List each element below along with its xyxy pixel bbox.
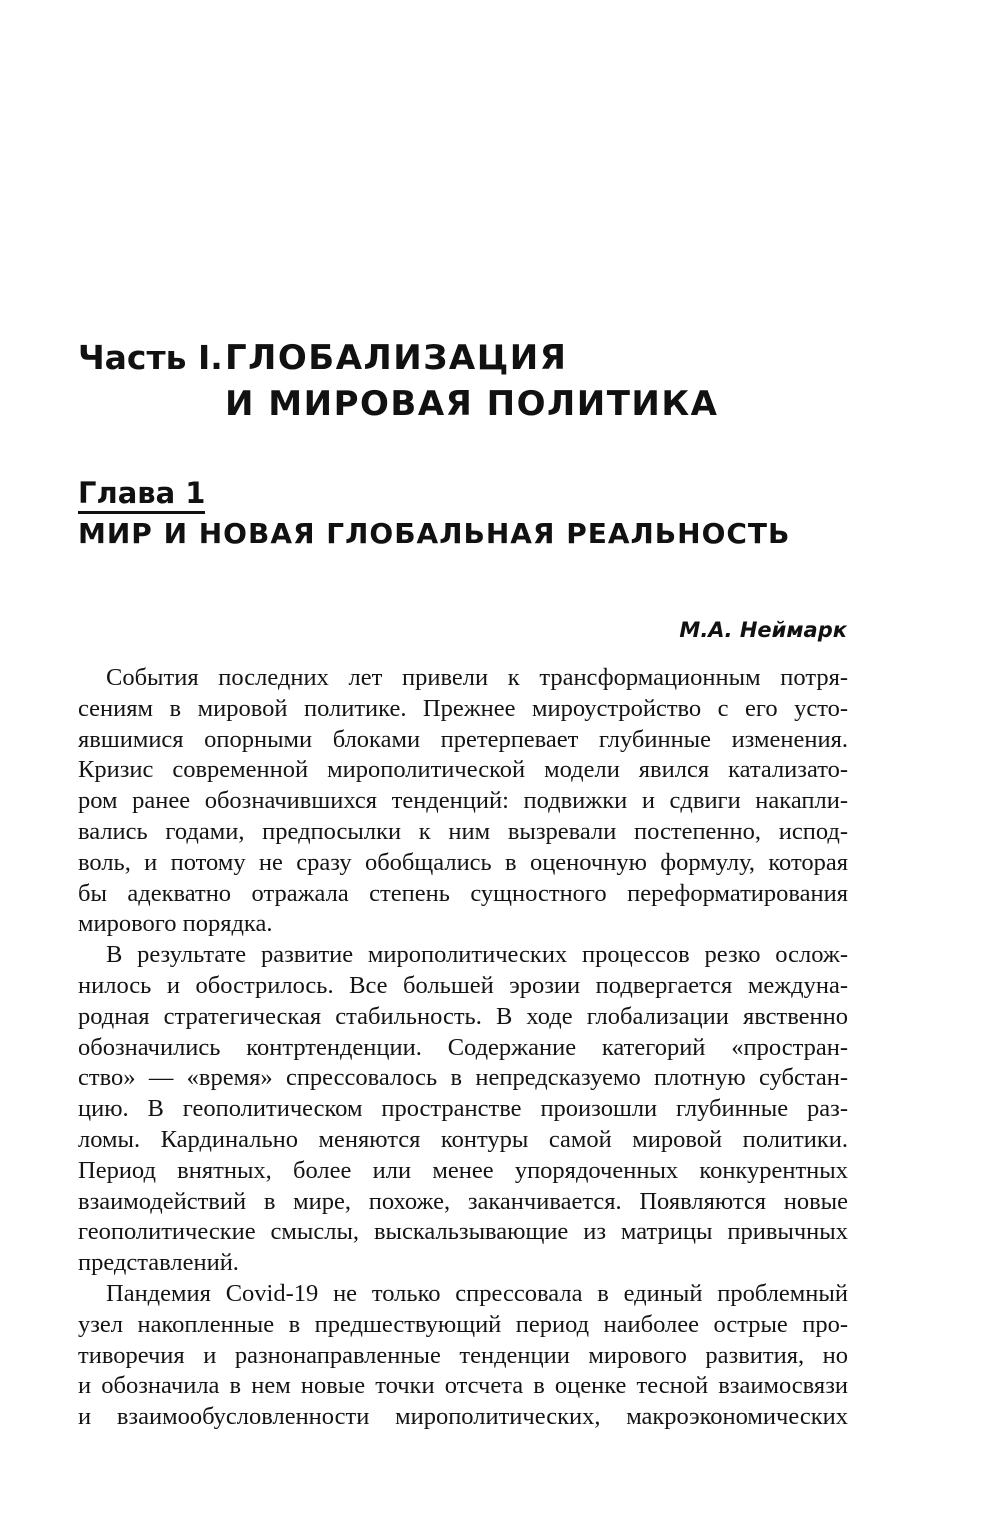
paragraph [78,1279,848,1433]
body-text [78,663,848,1433]
text-line: вались годами, предпосылки к ним вызревали постепенно, испод- [78,817,848,845]
text-line: Период внятных, более или менее упорядоченных конкурентных [78,1156,848,1184]
text-line: представлений. [78,1249,239,1277]
paragraph [78,663,848,940]
text-line: ство» — «время» спрессовалось в непредсказуемо плотную субстан- [78,1064,848,1092]
text-line: и взаимообусловленности мирополитических, макроэкономических [78,1403,848,1431]
part-heading [78,338,718,424]
text-line: нилось и обострилось. Все большей эрозии подвергается междуна- [78,971,848,999]
text-line: геополитические смыслы, выскальзывающие из матрицы привычных [78,1218,848,1246]
text-line: В результате развитие мирополитических процессов резко ослож- [106,941,848,969]
paragraph [78,940,848,1279]
text-line: Пандемия Covid-19 не только спрессовала в единый проблемный [106,1279,848,1307]
text-line: обозначились контртенденции. Содержание категорий «простран- [78,1033,848,1061]
part-title-line-1: ГЛОБАЛИЗАЦИЯ [225,338,568,378]
chapter-label: Глава 1 [78,476,205,514]
part-title-line-2: И МИРОВАЯ ПОЛИТИКА [225,384,719,424]
text-line: бы адекватно отражала степень сущностного переформатирования [78,879,848,907]
text-line: Кризис современной мирополитической модели явился катализато- [78,756,848,784]
text-line: взаимодействий в мире, похоже, заканчивается. Появляются новые [78,1187,848,1215]
text-line: тиворечия и разнонаправленные тенденции мирового развития, но [78,1341,848,1369]
text-line: и обозначила в нем новые точки отсчета в оценке тесной взаимосвязи [78,1372,848,1400]
text-line: явшимися опорными блоками претерпевает глубинные изменения. [78,725,848,753]
text-line: воль, и потому не сразу обобщались в оценочную формулу, которая [78,848,848,876]
text-line: ром ранее обозначившихся тенденций: подвижки и сдвиги накапли- [78,787,848,815]
text-line: сениям в мировой политике. Прежнее мироустройство с его усто- [78,694,848,722]
part-heading-line-2 [78,384,718,424]
text-line: узел накопленные в предшествующий период наиболее острые про- [78,1310,848,1338]
part-heading-line-1 [78,338,718,378]
part-label: Часть I. [78,338,223,377]
text-line: цию. В геополитическом пространстве произошли глубинные раз- [78,1095,848,1123]
text-line: родная стратегическая стабильность. В ходе глобализации явственно [78,1002,848,1030]
text-line: мирового порядка. [78,910,273,938]
chapter-title: МИР И НОВАЯ ГЛОБАЛЬНАЯ РЕАЛЬНОСТЬ [78,517,791,550]
text-line: События последних лет привели к трансформационным потря- [106,664,848,691]
author-name: М.А. Неймарк [679,618,847,642]
text-line: ломы. Кардинально меняются контуры самой мировой политики. [78,1125,848,1153]
